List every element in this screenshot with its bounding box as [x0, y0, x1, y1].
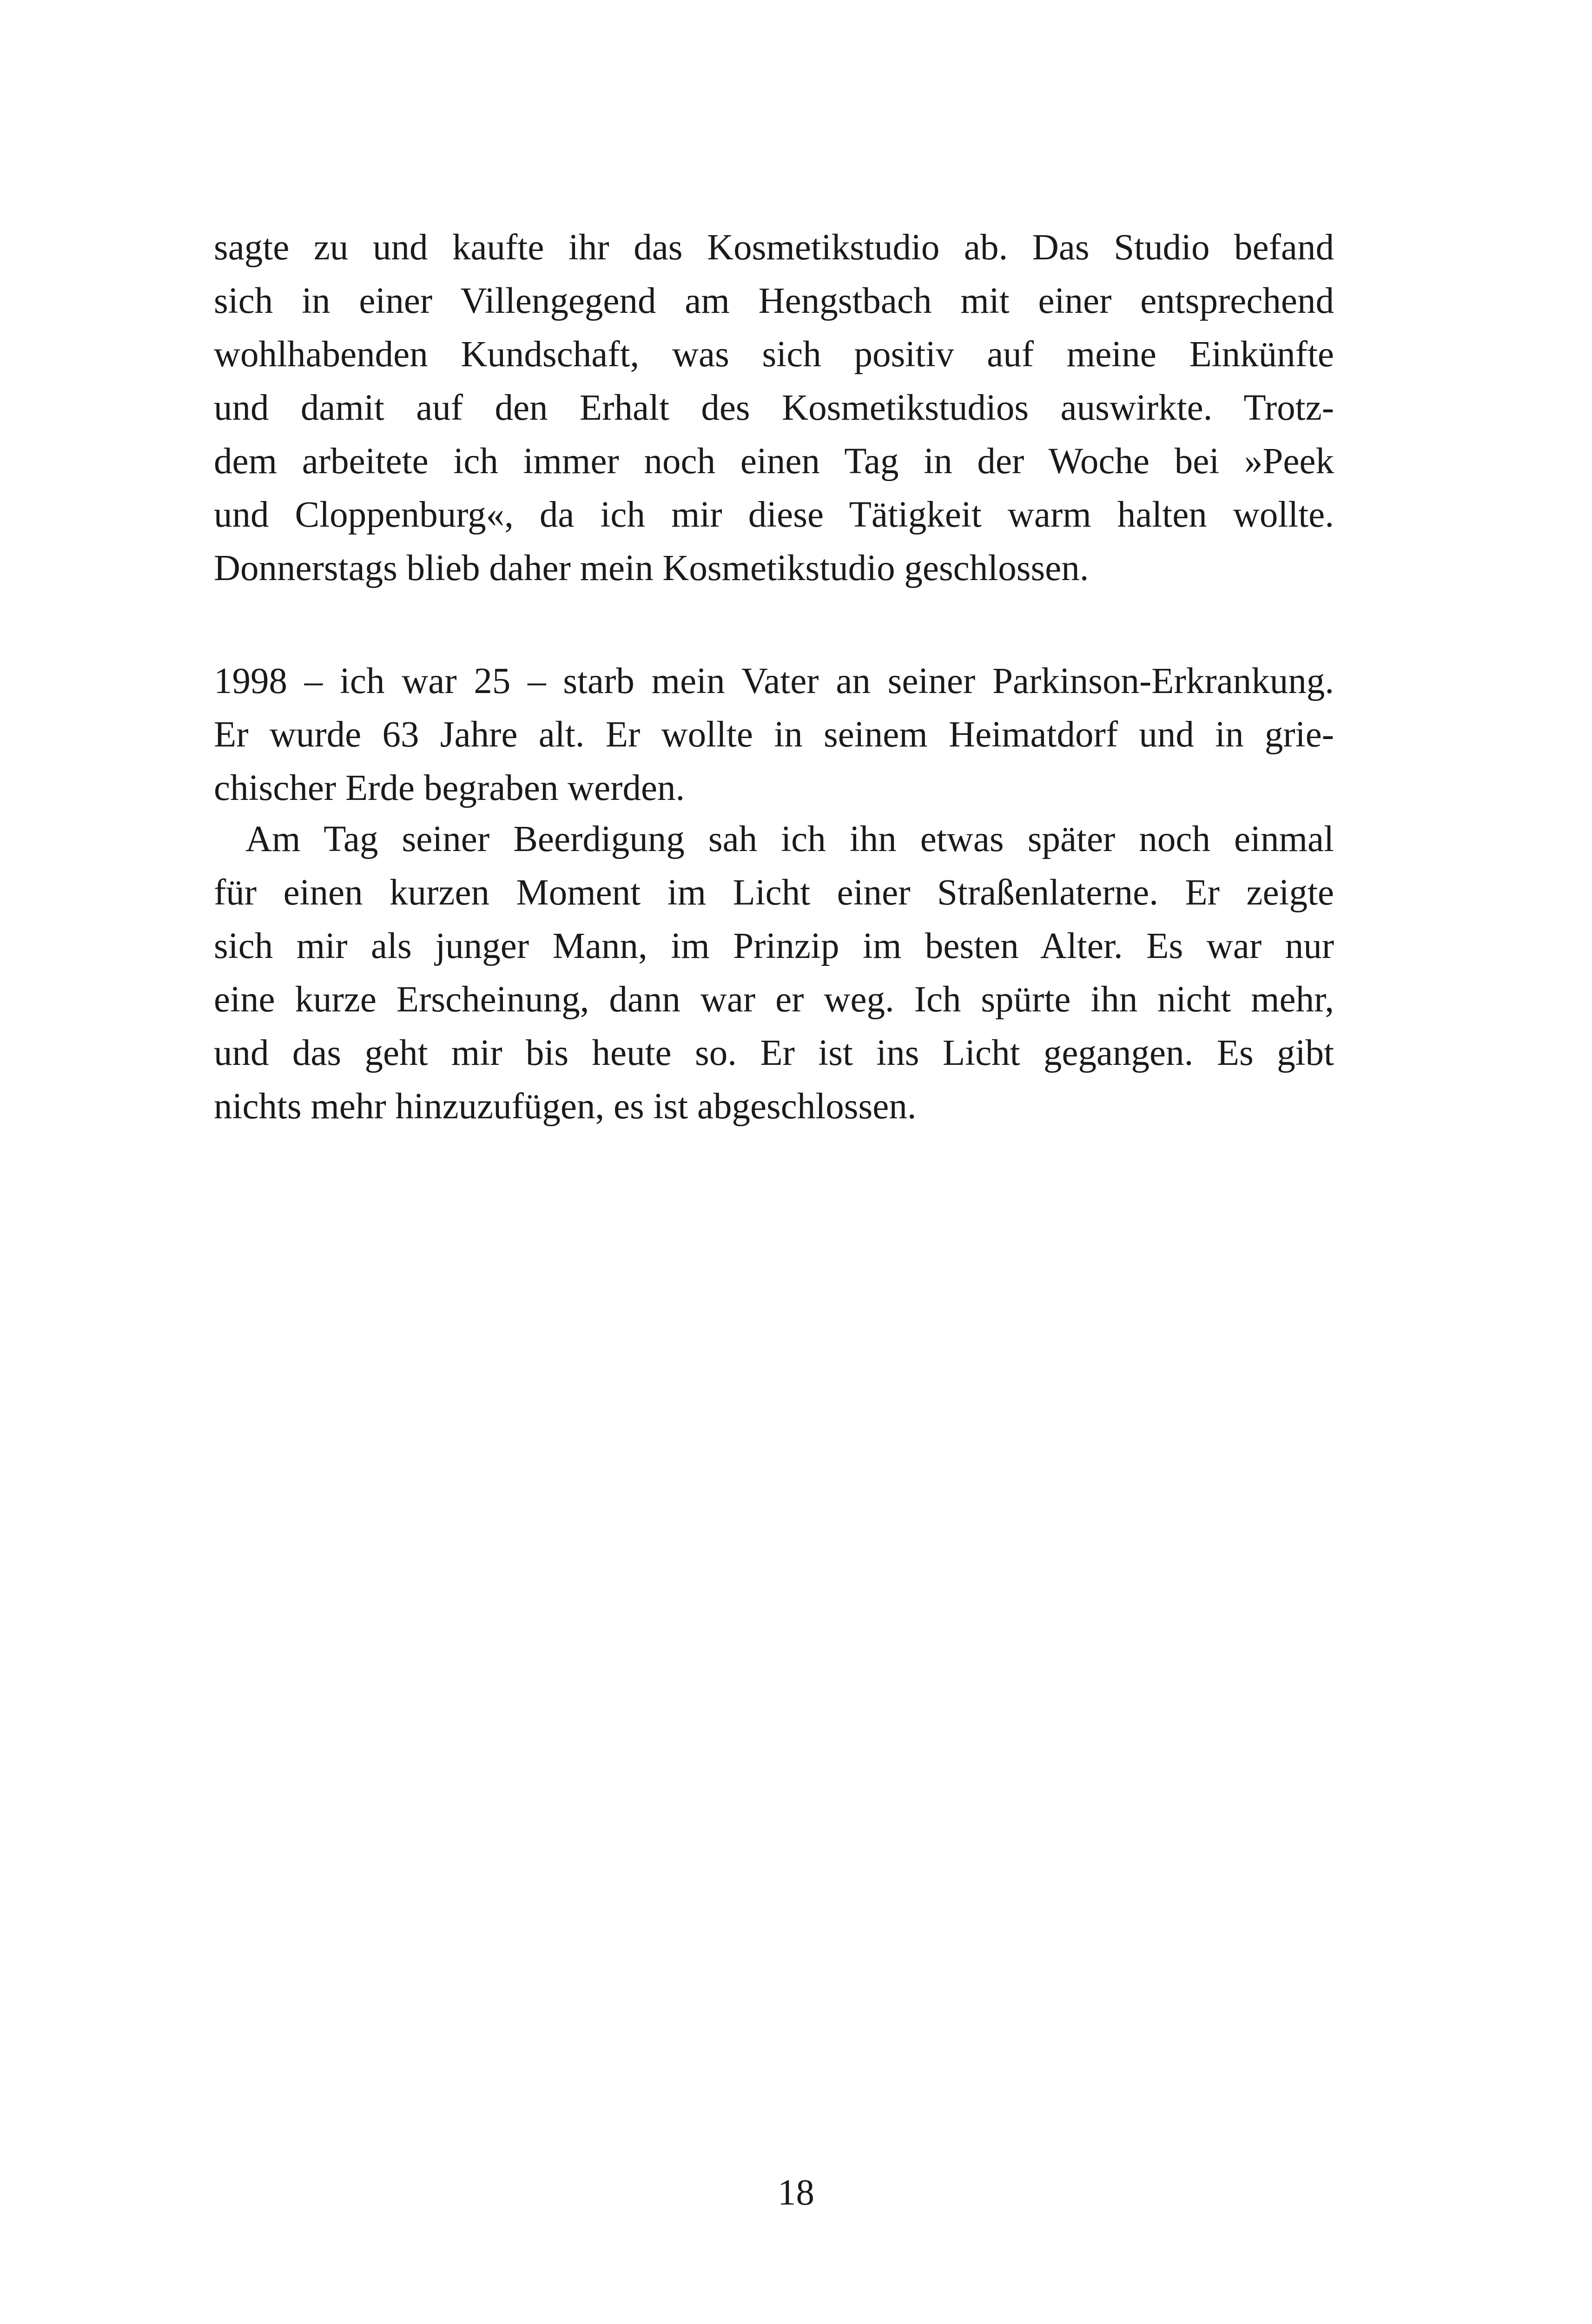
text-line: sich in einer Villengegend am Hengstbach mit einer entsprechend: [214, 281, 1334, 321]
text-line: Donnerstags blieb daher mein Kosmetikstudio geschlossen.: [214, 548, 1089, 588]
text-line: sich mir als junger Mann, im Prinzip im besten Alter. Es war nur: [214, 926, 1334, 966]
text-line: chischer Erde begraben werden.: [214, 768, 685, 808]
text-line: nichts mehr hinzuzufügen, es ist abgeschlossen.: [214, 1086, 917, 1127]
paragraph-father-death: [214, 654, 1334, 815]
text-line: dem arbeitete ich immer noch einen Tag in der Woche bei »Peek: [214, 441, 1334, 482]
text-line: Am Tag seiner Beerdigung sah ich ihn etwas später noch einmal: [245, 819, 1334, 859]
text-line: und damit auf den Erhalt des Kosmetikstudios auswirkte. Trotz-: [214, 388, 1334, 428]
text-line: für einen kurzen Moment im Licht einer Straßenlaterne. Er zeigte: [214, 872, 1334, 913]
text-line: und Cloppenburg«, da ich mir diese Tätigkeit warm halten wollte.: [214, 495, 1334, 535]
paragraph-funeral-apparition: [214, 812, 1334, 1133]
text-line: und das geht mir bis heute so. Er ist ins Licht gegangen. Es gibt: [214, 1033, 1334, 1073]
page-number: 18: [778, 2172, 814, 2213]
text-line: sagte zu und kaufte ihr das Kosmetikstudio ab. Das Studio befand: [214, 227, 1334, 268]
text-line: wohlhabenden Kundschaft, was sich positiv auf meine Einkünfte: [214, 334, 1334, 375]
text-line: 1998 – ich war 25 – starb mein Vater an seiner Parkinson-Erkrankung.: [214, 661, 1334, 701]
text-line: eine kurze Erscheinung, dann war er weg. Ich spürte ihn nicht mehr,: [214, 979, 1334, 1020]
text-line: Er wurde 63 Jahre alt. Er wollte in seinem Heimatdorf und in grie-: [214, 714, 1334, 755]
paragraph-studio-purchase: [214, 221, 1334, 595]
